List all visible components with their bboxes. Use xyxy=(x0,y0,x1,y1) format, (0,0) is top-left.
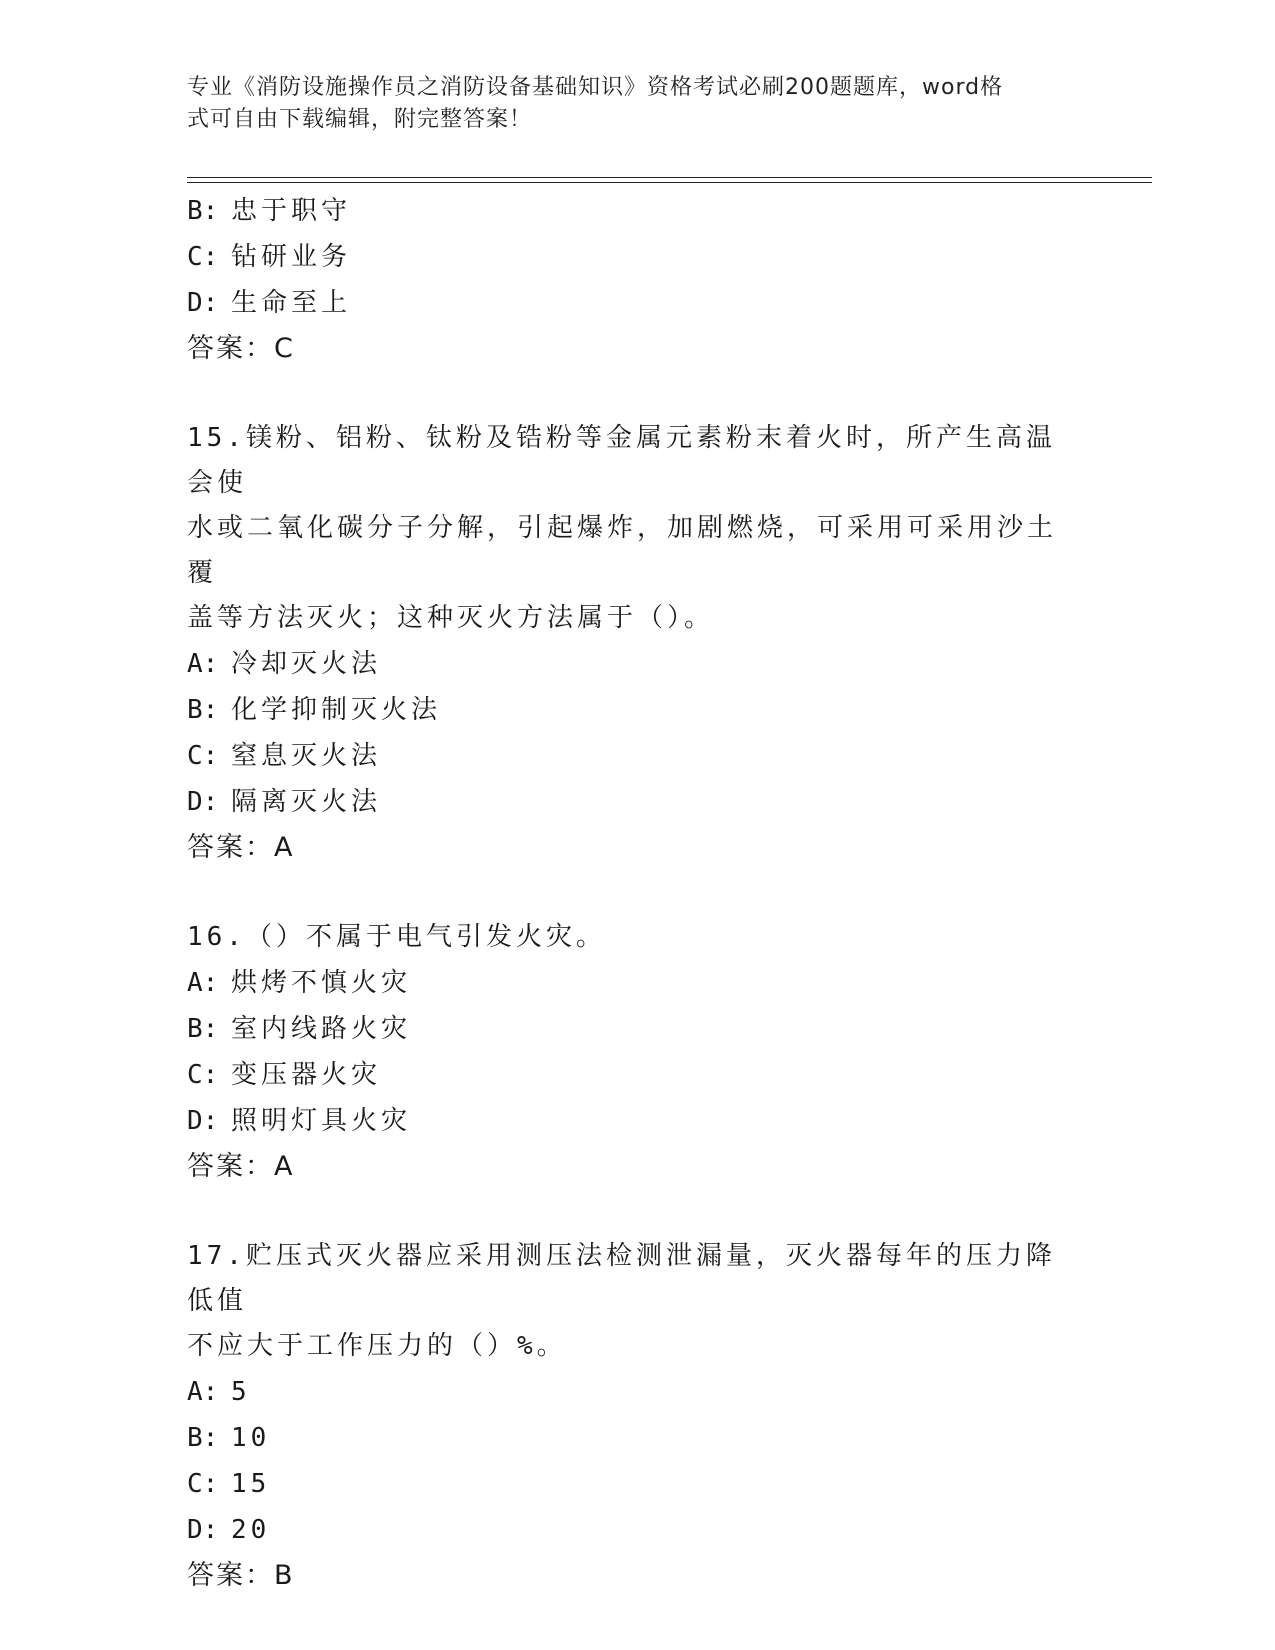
header-line-2: 式可自由下载编辑，附完整答案！ xyxy=(187,107,533,132)
option-text: 忠于职守 xyxy=(231,196,352,226)
option-d xyxy=(187,280,1087,326)
option-text: 冷却灭火法 xyxy=(231,649,382,679)
option-label: C: xyxy=(187,741,219,771)
question-stem xyxy=(187,416,1067,641)
option-label: B: xyxy=(187,196,219,226)
option-text: 15 xyxy=(231,1469,271,1499)
option-label: B: xyxy=(187,1423,219,1453)
option-a xyxy=(187,641,1087,687)
option-text: 照明灯具火灾 xyxy=(231,1106,412,1136)
stem-line: 16.（）不属于电气引发火灾。 xyxy=(187,922,606,952)
option-text: 室内线路火灾 xyxy=(231,1014,412,1044)
answer-line: 答案：A xyxy=(187,1151,295,1182)
option-a xyxy=(187,960,1087,1006)
option-text: 5 xyxy=(231,1377,251,1407)
option-text: 20 xyxy=(231,1515,271,1545)
option-text: 钻研业务 xyxy=(231,242,352,272)
option-b xyxy=(187,1415,1087,1461)
spacer xyxy=(187,372,1087,416)
option-text: 烘烤不慎火灾 xyxy=(231,968,412,998)
question-17 xyxy=(187,1234,1087,1599)
question-16 xyxy=(187,915,1087,1190)
option-label: D: xyxy=(187,288,219,318)
option-d xyxy=(187,1507,1087,1553)
option-c xyxy=(187,1052,1087,1098)
option-label: C: xyxy=(187,242,219,272)
stem-line: 不应大于工作压力的（）%。 xyxy=(187,1331,567,1361)
option-label: A: xyxy=(187,968,219,998)
stem-line: 17.贮压式灭火器应采用测压法检测泄漏量，灭火器每年的压力降低值 xyxy=(187,1241,1056,1316)
question-14 xyxy=(187,188,1087,372)
option-label: A: xyxy=(187,1377,219,1407)
document-header xyxy=(187,72,1067,136)
spacer xyxy=(187,871,1087,915)
option-label: A: xyxy=(187,649,219,679)
question-list xyxy=(187,188,1087,1599)
option-d xyxy=(187,779,1087,825)
option-label: B: xyxy=(187,1014,219,1044)
option-b xyxy=(187,188,1087,234)
option-text: 生命至上 xyxy=(231,288,352,318)
spacer xyxy=(187,1190,1087,1234)
question-stem xyxy=(187,1234,1067,1369)
option-c xyxy=(187,733,1087,779)
option-label: C: xyxy=(187,1469,219,1499)
option-c xyxy=(187,1461,1087,1507)
option-b xyxy=(187,1006,1087,1052)
question-15 xyxy=(187,416,1087,871)
option-label: D: xyxy=(187,787,219,817)
header-rule-bottom xyxy=(187,182,1152,183)
option-b xyxy=(187,687,1087,733)
option-label: C: xyxy=(187,1060,219,1090)
header-rule-top xyxy=(187,177,1152,178)
option-text: 10 xyxy=(231,1423,271,1453)
option-label: B: xyxy=(187,695,219,725)
option-a xyxy=(187,1369,1087,1415)
stem-line: 15.镁粉、铝粉、钛粉及锆粉等金属元素粉末着火时，所产生高温会使 xyxy=(187,423,1056,498)
answer-line: 答案：C xyxy=(187,333,295,364)
option-c xyxy=(187,234,1087,280)
answer-line: 答案：A xyxy=(187,832,295,863)
option-text: 化学抑制灭火法 xyxy=(231,695,442,725)
option-text: 窒息灭火法 xyxy=(231,741,382,771)
option-text: 变压器火灾 xyxy=(231,1060,382,1090)
option-d xyxy=(187,1098,1087,1144)
stem-line: 水或二氧化碳分子分解，引起爆炸，加剧燃烧，可采用可采用沙土覆 xyxy=(187,513,1058,588)
stem-line: 盖等方法灭火；这种灭火方法属于（）。 xyxy=(187,603,715,633)
question-stem xyxy=(187,915,1067,960)
option-text: 隔离灭火法 xyxy=(231,787,382,817)
answer-line: 答案：B xyxy=(187,1560,295,1591)
option-label: D: xyxy=(187,1106,219,1136)
header-line-1: 专业《消防设施操作员之消防设备基础知识》资格考试必刷200题题库，word格 xyxy=(187,75,1004,100)
option-label: D: xyxy=(187,1515,219,1545)
